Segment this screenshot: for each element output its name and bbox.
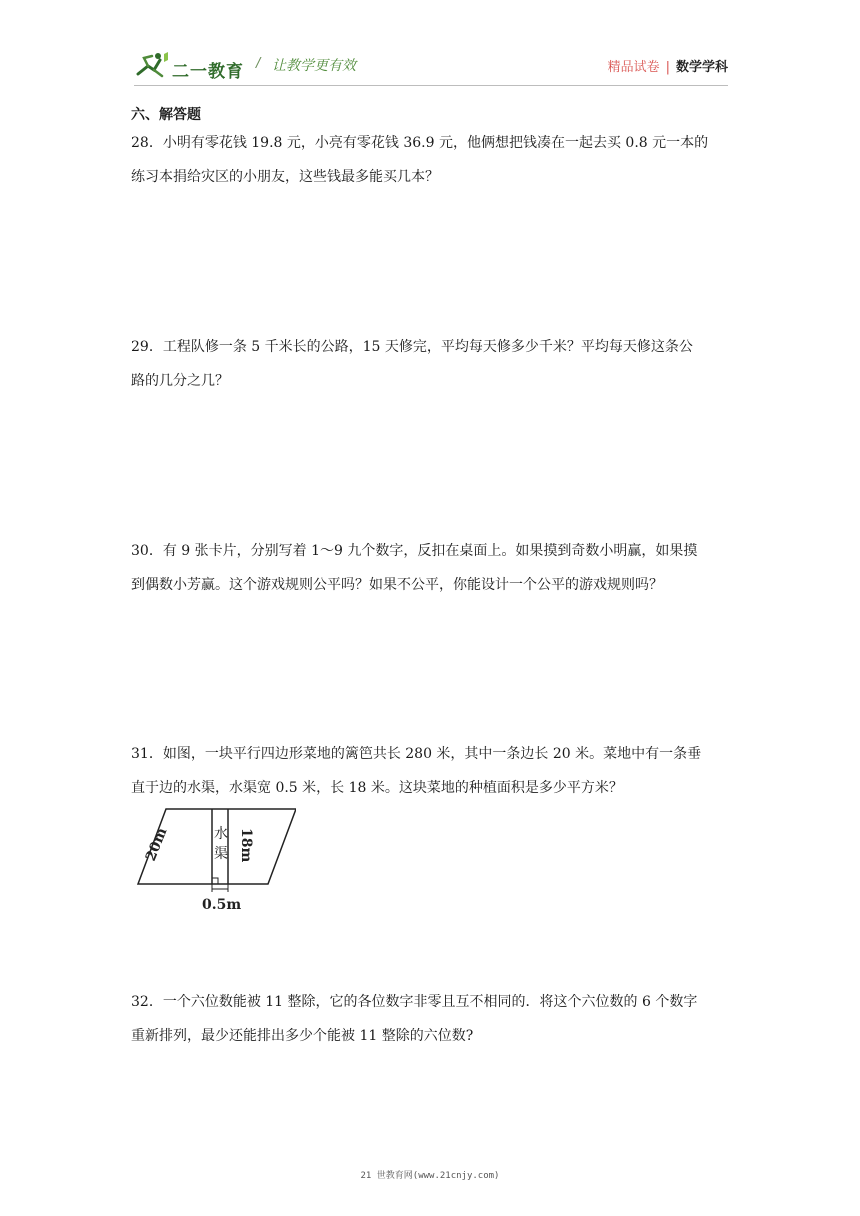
question-line: 直于边的水渠，水渠宽 0.5 米，长 18 米。这块菜地的种植面积是多少平方米？: [131, 780, 623, 796]
question-line: 练习本捐给灾区的小朋友，这些钱最多能买几本？: [131, 169, 439, 185]
canal-label-1: 水: [214, 826, 228, 842]
question-line: 30．有 9 张卡片，分别写着 1～9 九个数字，反扣在桌面上。如果摸到奇数小明赢，如果摸: [131, 543, 698, 559]
subject-label: 数学学科: [675, 60, 728, 75]
logo-text: 二一教育: [172, 62, 244, 82]
question-line: 32．一个六位数能被 11 整除，它的各位数字非零且互不相同的．将这个六位数的 6 个数字: [131, 994, 698, 1010]
canal-label-2: 渠: [214, 846, 228, 862]
question-line: 路的几分之几？: [131, 373, 229, 389]
question-line: 29．工程队修一条 5 千米长的公路，15 天修完，平均每天修多少千米？平均每天修这条公: [131, 339, 693, 355]
parallelogram-figure: [136, 806, 296, 916]
question-line: 31．如图，一块平行四边形菜地的篱笆共长 280 米，其中一条边长 20 米。菜地中有一条垂: [131, 746, 702, 762]
question-31: [131, 737, 731, 805]
runner-logo-icon: [134, 50, 170, 80]
slogan-divider: /: [256, 56, 261, 71]
question-line: 重新排列，最少还能排出多少个能被 11 整除的六位数?: [131, 1028, 474, 1044]
question-32: [131, 985, 731, 1053]
question-line: 到偶数小芳赢。这个游戏规则公平吗？如果不公平，你能设计一个公平的游戏规则吗？: [131, 577, 663, 593]
page-header: [134, 44, 728, 84]
question-30: [131, 534, 731, 602]
page-footer: 21 世教育网(www.21cnjy.com): [360, 1171, 500, 1181]
length-label: 18m: [238, 828, 254, 863]
brand-right: [608, 56, 728, 75]
width-label: 0.5m: [202, 897, 242, 913]
exam-tag: 精品试卷: [607, 60, 660, 75]
divider-bar: |: [665, 60, 670, 75]
question-29: [131, 330, 731, 398]
logo: [134, 50, 250, 80]
question-28: [131, 126, 731, 194]
right-angle-mark: [212, 878, 218, 884]
side-label: 20m: [142, 825, 171, 864]
question-line: 28．小明有零花钱 19.8 元，小亮有零花钱 36.9 元，他俩想把钱凑在一起去买 0.8 元一本的: [131, 135, 709, 151]
section-title: 六、解答题: [131, 107, 201, 123]
slogan: 让教学更有效: [272, 58, 356, 74]
header-divider: [134, 85, 728, 86]
